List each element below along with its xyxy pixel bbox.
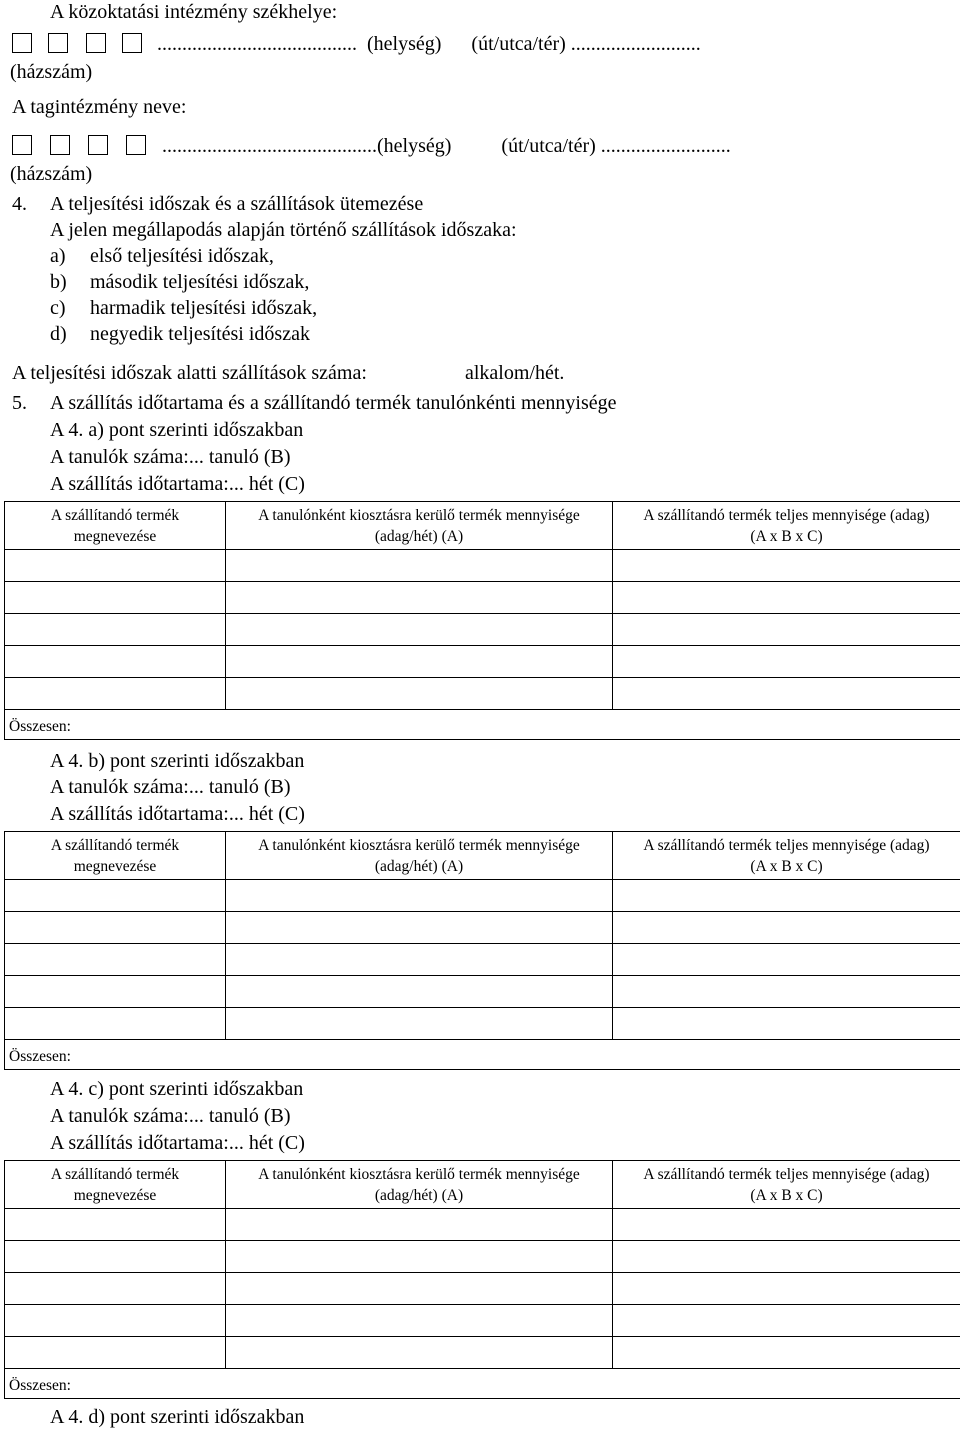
- table-cell[interactable]: [613, 1337, 960, 1369]
- section4-title: A teljesítési időszak és a szállítások ütemezése: [50, 193, 424, 215]
- table-row: [5, 912, 960, 944]
- table-cell[interactable]: [226, 582, 613, 614]
- header-product-name: A szállítandó termék megnevezése: [5, 502, 226, 550]
- table-row: [5, 678, 960, 710]
- table-cell[interactable]: [5, 1305, 226, 1337]
- table-row: [5, 646, 960, 678]
- seat-housenumber-label: (házszám): [10, 61, 93, 83]
- table-cell[interactable]: [5, 582, 226, 614]
- table-total-row: [5, 1040, 960, 1070]
- table-header-row: [5, 502, 960, 550]
- table-row: [5, 1337, 960, 1369]
- table-cell[interactable]: [5, 944, 226, 976]
- table-cell[interactable]: [226, 1209, 613, 1241]
- table-cell[interactable]: [226, 880, 613, 912]
- table-cell[interactable]: [226, 646, 613, 678]
- period-item-letter: d): [50, 323, 67, 345]
- period-item-letter: a): [50, 245, 66, 267]
- header-total-quantity: A szállítandó termék teljes mennyisége (adag) (A x B x C): [613, 502, 960, 550]
- branch-housenumber-label: (házszám): [10, 163, 93, 185]
- table-cell[interactable]: [5, 614, 226, 646]
- postcode-digit-box[interactable]: [122, 33, 142, 53]
- deliveries-count-label: A teljesítési időszak alatti szállítások száma:: [12, 362, 367, 384]
- section5-number: 5.: [12, 392, 27, 414]
- header-total-quantity: A szállítandó termék teljes mennyisége (adag) (A x B x C): [613, 832, 960, 880]
- table-cell[interactable]: [226, 1337, 613, 1369]
- table-cell[interactable]: [613, 976, 960, 1008]
- table-row: [5, 1008, 960, 1040]
- table-row: [5, 944, 960, 976]
- table-cell[interactable]: [226, 1305, 613, 1337]
- table-cell[interactable]: [613, 1273, 960, 1305]
- table-row: [5, 1209, 960, 1241]
- table-cell[interactable]: [226, 976, 613, 1008]
- product-quantity-table: [4, 831, 960, 1070]
- period-title: A 4. c) pont szerinti időszakban: [50, 1078, 304, 1100]
- branch-address-line: ...........................................(helység) (út/utca/tér) ..........................: [162, 135, 731, 157]
- postcode-digit-box[interactable]: [12, 33, 32, 53]
- table-cell[interactable]: [5, 1008, 226, 1040]
- period-item-text: második teljesítési időszak,: [90, 271, 310, 293]
- table-cell[interactable]: [5, 1241, 226, 1273]
- table-row: [5, 1273, 960, 1305]
- total-label: Összesen:: [5, 1040, 960, 1070]
- section4-intro: A jelen megállapodás alapján történő szállítások időszaka:: [50, 219, 517, 241]
- table-cell[interactable]: [226, 614, 613, 646]
- total-label: Összesen:: [5, 1369, 960, 1399]
- students-count-line: A tanulók száma:... tanuló (B): [50, 776, 291, 798]
- period-item-letter: b): [50, 271, 67, 293]
- table-row: [5, 880, 960, 912]
- seat-title: A közoktatási intézmény székhelye:: [50, 1, 338, 23]
- period-item-text: harmadik teljesítési időszak,: [90, 297, 318, 319]
- header-product-name: A szállítandó termék megnevezése: [5, 832, 226, 880]
- table-cell[interactable]: [226, 1273, 613, 1305]
- delivery-duration-line: A szállítás időtartama:... hét (C): [50, 1132, 305, 1154]
- table-cell[interactable]: [226, 912, 613, 944]
- table-cell[interactable]: [613, 614, 960, 646]
- product-quantity-table: [4, 1160, 960, 1399]
- seat-address-line: ........................................ (helység) (út/utca/tér) ..........................: [157, 33, 701, 55]
- header-per-student-quantity: A tanulónként kiosztásra kerülő termék mennyisége (adag/hét) (A): [226, 832, 613, 880]
- total-label: Összesen:: [5, 710, 960, 740]
- table-cell[interactable]: [613, 1305, 960, 1337]
- table-row: [5, 614, 960, 646]
- postcode-digit-box[interactable]: [126, 135, 146, 155]
- section4-number: 4.: [12, 193, 27, 215]
- postcode-digit-box[interactable]: [50, 135, 70, 155]
- table-cell[interactable]: [613, 1241, 960, 1273]
- students-count-line: A tanulók száma:... tanuló (B): [50, 446, 291, 468]
- postcode-digit-box[interactable]: [12, 135, 32, 155]
- table-row: [5, 582, 960, 614]
- table-cell[interactable]: [226, 678, 613, 710]
- table-cell[interactable]: [5, 678, 226, 710]
- table-cell[interactable]: [5, 646, 226, 678]
- table-total-row: [5, 1369, 960, 1399]
- table-cell[interactable]: [5, 1337, 226, 1369]
- table-cell[interactable]: [613, 1209, 960, 1241]
- table-cell[interactable]: [613, 1008, 960, 1040]
- product-quantity-table: [4, 501, 960, 740]
- table-cell[interactable]: [613, 550, 960, 582]
- section5-title: A szállítás időtartama és a szállítandó termék tanulónkénti mennyisége: [50, 392, 617, 414]
- students-count-line: A tanulók száma:... tanuló (B): [50, 1105, 291, 1127]
- table-cell[interactable]: [613, 646, 960, 678]
- period-title: A 4. a) pont szerinti időszakban: [50, 419, 304, 441]
- postcode-digit-box[interactable]: [86, 33, 106, 53]
- table-row: [5, 1241, 960, 1273]
- table-cell[interactable]: [5, 1273, 226, 1305]
- header-per-student-quantity: A tanulónként kiosztásra kerülő termék mennyisége (adag/hét) (A): [226, 502, 613, 550]
- table-row: [5, 550, 960, 582]
- table-cell[interactable]: [5, 976, 226, 1008]
- postcode-digit-box[interactable]: [48, 33, 68, 53]
- postcode-digit-box[interactable]: [88, 135, 108, 155]
- period-title: A 4. d) pont szerinti időszakban: [50, 1406, 305, 1428]
- header-total-quantity: A szállítandó termék teljes mennyisége (adag) (A x B x C): [613, 1161, 960, 1209]
- period-item-letter: c): [50, 297, 66, 319]
- table-cell[interactable]: [613, 582, 960, 614]
- table-row: [5, 976, 960, 1008]
- table-cell[interactable]: [5, 880, 226, 912]
- table-row: [5, 1305, 960, 1337]
- table-cell[interactable]: [226, 550, 613, 582]
- period-title: A 4. b) pont szerinti időszakban: [50, 750, 305, 772]
- deliveries-count-unit: alkalom/hét.: [465, 362, 565, 384]
- table-header-row: [5, 1161, 960, 1209]
- table-total-row: [5, 710, 960, 740]
- table-cell[interactable]: [613, 880, 960, 912]
- table-cell[interactable]: [226, 944, 613, 976]
- table-cell[interactable]: [613, 944, 960, 976]
- table-cell[interactable]: [5, 1209, 226, 1241]
- table-cell[interactable]: [613, 912, 960, 944]
- delivery-duration-line: A szállítás időtartama:... hét (C): [50, 803, 305, 825]
- table-cell[interactable]: [5, 912, 226, 944]
- period-item-text: első teljesítési időszak,: [90, 245, 274, 267]
- header-product-name: A szállítandó termék megnevezése: [5, 1161, 226, 1209]
- header-per-student-quantity: A tanulónként kiosztásra kerülő termék mennyisége (adag/hét) (A): [226, 1161, 613, 1209]
- table-cell[interactable]: [613, 678, 960, 710]
- period-item-text: negyedik teljesítési időszak: [90, 323, 310, 345]
- table-header-row: [5, 832, 960, 880]
- table-cell[interactable]: [226, 1008, 613, 1040]
- delivery-duration-line: A szállítás időtartama:... hét (C): [50, 473, 305, 495]
- branch-title: A tagintézmény neve:: [12, 96, 187, 118]
- table-cell[interactable]: [5, 550, 226, 582]
- table-cell[interactable]: [226, 1241, 613, 1273]
